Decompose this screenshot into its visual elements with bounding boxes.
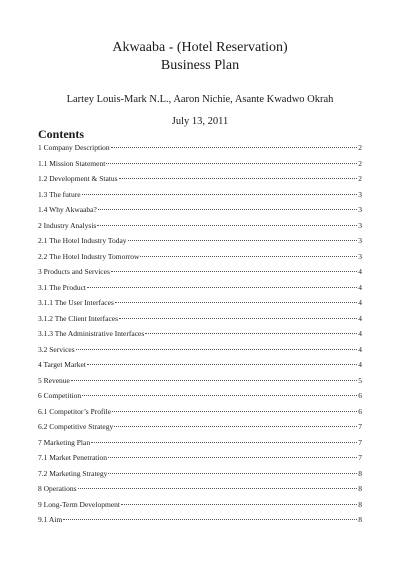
toc-leader-dots <box>63 519 357 520</box>
toc-entry[interactable] <box>38 357 362 373</box>
toc-leader-dots <box>97 225 357 226</box>
toc-entry[interactable] <box>38 388 362 404</box>
toc-entry-label: 9 Long-Term Development <box>38 499 120 509</box>
toc-leader-dots <box>106 163 357 164</box>
toc-entry-page: 3 <box>358 220 362 230</box>
toc-entry-page: 3 <box>358 236 362 245</box>
toc-leader-dots <box>112 411 357 412</box>
toc-entry[interactable] <box>38 156 362 172</box>
toc-entry-page: 8 <box>358 515 362 524</box>
toc-leader-dots <box>115 302 357 303</box>
toc-entry-label: 6 Competition <box>38 391 82 400</box>
toc-entry-page: 4 <box>358 267 362 276</box>
toc-entry-page: 5 <box>358 375 362 385</box>
toc-entry[interactable] <box>38 295 362 311</box>
toc-leader-dots <box>76 349 358 350</box>
toc-entry[interactable] <box>38 233 362 249</box>
toc-leader-dots <box>78 488 358 489</box>
toc-entry[interactable] <box>38 497 362 513</box>
toc-entry-page: 4 <box>358 329 362 338</box>
toc-entry[interactable] <box>38 326 362 342</box>
toc-entry-label: 1.1 Mission Statement <box>38 158 106 168</box>
toc-entry-page: 7 <box>358 453 362 462</box>
toc-leader-dots <box>119 318 357 319</box>
toc-entry[interactable] <box>38 342 362 358</box>
toc-entry-page: 3 <box>358 189 362 199</box>
toc-entry-label: 8 Operations <box>38 484 77 493</box>
toc-leader-dots <box>121 504 357 505</box>
toc-entry-label: 1.3 The future <box>38 189 81 199</box>
toc-entry[interactable] <box>38 140 362 156</box>
toc-leader-dots <box>145 333 357 334</box>
toc-entry[interactable] <box>38 311 362 327</box>
toc-entry-page: 7 <box>358 422 362 431</box>
authors: Lartey Louis-Mark N.L., Aaron Nichie, Asante Kwadwo Okrah <box>66 94 334 105</box>
toc-entry-page: 4 <box>358 344 362 354</box>
toc-entry[interactable] <box>38 450 362 466</box>
toc-entry-label: 1.2 Development & Status <box>38 174 118 183</box>
toc-entry-page: 4 <box>358 313 362 323</box>
document-title-line2: Business Plan <box>160 58 240 73</box>
toc-leader-dots <box>87 287 357 288</box>
toc-entry-page: 3 <box>358 205 362 214</box>
toc-entry-label: 4 Target Market <box>38 360 86 369</box>
toc-entry-page: 3 <box>358 251 362 261</box>
toc-leader-dots <box>91 442 357 443</box>
toc-entry[interactable] <box>38 280 362 296</box>
toc-leader-dots <box>82 395 357 396</box>
toc-leader-dots <box>87 364 357 365</box>
toc-entry-page: 4 <box>358 360 362 369</box>
toc-entry-page: 8 <box>358 468 362 478</box>
toc-entry-page: 6 <box>358 391 362 400</box>
toc-entry-label: 2.2 The Hotel Industry Tomorrow <box>38 251 140 261</box>
toc-entry-label: 2.1 The Hotel Industry Today <box>38 236 127 245</box>
toc-entry[interactable] <box>38 202 362 218</box>
toc-entry[interactable] <box>38 481 362 497</box>
toc-leader-dots <box>114 426 357 427</box>
toc-entry-label: 3.1.1 The User Interfaces <box>38 298 114 307</box>
toc-entry-label: 3.2 Services <box>38 344 75 354</box>
toc-entry[interactable] <box>38 419 362 435</box>
title-block <box>0 39 400 75</box>
toc-entry-label: 6.2 Competitive Strategy <box>38 422 114 431</box>
toc-entry-label: 5 Revenue <box>38 375 70 385</box>
toc-leader-dots <box>98 209 357 210</box>
toc-entry-page: 8 <box>358 484 362 493</box>
toc-entry-label: 3.1.2 The Client Interfaces <box>38 313 119 323</box>
toc-entry-label: 3.1.3 The Administrative Interfaces <box>38 329 145 338</box>
toc-leader-dots <box>82 194 358 195</box>
toc-entry-label: 1 Company Description <box>38 143 110 152</box>
toc-entry-label: 7.2 Marketing Strategy <box>38 468 108 478</box>
toc-entry-label: 7 Marketing Plan <box>38 437 91 447</box>
toc-leader-dots <box>71 380 357 381</box>
toc-entry[interactable] <box>38 249 362 265</box>
toc-entry-label: 3 Products and Services <box>38 267 110 276</box>
toc-leader-dots <box>111 147 358 148</box>
toc-entry-label: 3.1 The Product <box>38 282 86 292</box>
toc-entry-page: 4 <box>358 298 362 307</box>
toc-entry[interactable] <box>38 435 362 451</box>
toc-entry[interactable] <box>38 373 362 389</box>
toc-leader-dots <box>111 271 357 272</box>
toc-entry-page: 2 <box>358 174 362 183</box>
contents-heading: Contents <box>38 127 85 141</box>
document-title-line1: Akwaaba - (Hotel Reservation) <box>112 40 288 55</box>
toc-entry-label: 6.1 Competitor’s Profile <box>38 406 111 416</box>
toc-entry[interactable] <box>38 466 362 482</box>
document-date: July 13, 2011 <box>171 116 229 127</box>
toc-entry[interactable] <box>38 187 362 203</box>
toc-entry-page: 4 <box>358 282 362 292</box>
toc-entry-label: 9.1 Aim <box>38 515 63 524</box>
toc-entry-page: 8 <box>358 499 362 509</box>
toc-entry-page: 2 <box>358 143 362 152</box>
toc-leader-dots <box>119 178 358 179</box>
toc-entry-label: 1.4 Why Akwaaba? <box>38 205 97 214</box>
toc-entry-page: 6 <box>358 406 362 416</box>
toc-entry-page: 7 <box>358 437 362 447</box>
toc-leader-dots <box>108 457 357 458</box>
toc-entry-label: 7.1 Market Penetration <box>38 453 107 462</box>
toc-entry-page: 2 <box>358 158 362 168</box>
toc-leader-dots <box>140 256 357 257</box>
toc-leader-dots <box>108 473 357 474</box>
toc-entry[interactable] <box>38 218 362 234</box>
toc-entry[interactable] <box>38 512 362 528</box>
toc-entry[interactable] <box>38 264 362 280</box>
toc-entry[interactable] <box>38 171 362 187</box>
toc-leader-dots <box>128 240 358 241</box>
toc-entry[interactable] <box>38 404 362 420</box>
table-of-contents <box>38 140 362 528</box>
toc-entry-label: 2 Industry Analysis <box>38 220 97 230</box>
